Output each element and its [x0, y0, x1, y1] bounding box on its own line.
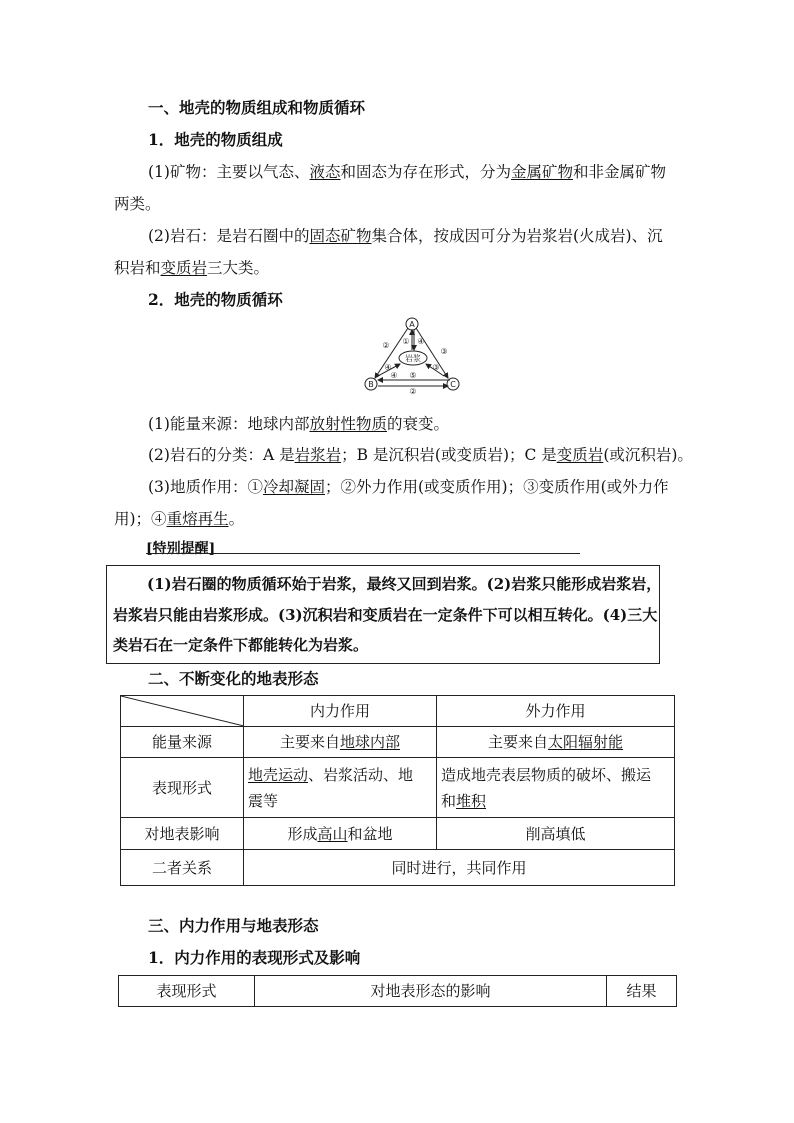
cell-key: 堆积 [456, 791, 487, 810]
cell-text: 形成 [287, 824, 318, 843]
mineral-text-c: 和非金属矿物 [573, 163, 667, 181]
tip-line-2: 岩浆岩只能由岩浆形成。(3)沉积岩和变质岩在一定条件下可以相互转化。(4)三大 [113, 606, 658, 624]
rock-text-b: 集合体，按成因可分为岩浆岩(火成岩)、沉 [371, 227, 663, 245]
header-impact: 对地表形态的影响 [255, 976, 607, 1007]
cell-text: 、岩浆活动、地 [308, 765, 414, 784]
header-external-force: 外力作用 [437, 696, 675, 727]
mineral-paragraph-line2: 两类。 [114, 195, 161, 213]
classify-paragraph [148, 443, 693, 465]
mineral-key-liquid: 液态 [309, 163, 341, 181]
tip-title: [特别提醒] [146, 541, 216, 557]
classify-text-a: (2)岩石的分类：A 是 [148, 446, 295, 464]
cell-text: 和盆地 [347, 824, 393, 843]
diagram-label-9: ② [409, 387, 417, 394]
rock-key-metamorphic: 变质岩 [160, 259, 208, 277]
cell-internal-impact [244, 818, 437, 850]
diagram-node-a: A [409, 320, 415, 329]
diagram-node-c: C [450, 380, 456, 389]
rock-text-d: 三大类。 [207, 259, 270, 277]
subheading-cycle: 2．地壳的物质循环 [148, 290, 283, 309]
mineral-paragraph [148, 160, 666, 182]
energy-text-a: (1)能量来源：地球内部 [148, 415, 310, 433]
rock-paragraph-line2 [114, 256, 269, 278]
tip-box [106, 565, 660, 664]
table-row [121, 727, 675, 758]
row-label-impact: 对地表影响 [121, 818, 244, 850]
geo-key-remelting: 重熔再生 [166, 510, 229, 528]
row-label-relation: 二者关系 [121, 850, 244, 886]
cell-key: 地球内部 [340, 733, 401, 751]
geo-key-cooling: 冷却凝固 [262, 478, 325, 496]
row-label-energy: 能量来源 [121, 727, 244, 758]
subheading-composition: 1．地壳的物质组成 [148, 130, 283, 149]
classify-key-igneous: 岩浆岩 [294, 446, 342, 464]
rock-paragraph [148, 224, 663, 246]
internal-forms-table [118, 975, 677, 1007]
geo-paragraph [148, 475, 669, 497]
diagram-label-7: ④ [390, 371, 398, 380]
rock-text-c: 积岩和 [114, 259, 161, 277]
cell-internal-energy [244, 727, 437, 758]
cell-text: 主要来自 [487, 733, 548, 751]
table-header-row [119, 976, 677, 1007]
table-header-row [121, 696, 675, 727]
diagram-label-6: ③ [432, 363, 440, 372]
tip-line-1: (1)岩石圈的物质循环始于岩浆，最终又回到岩浆。(2)岩浆只能形成岩浆岩， [147, 575, 662, 593]
diagram-label-4: ③ [440, 347, 448, 356]
table-row [121, 818, 675, 850]
diagram-label-5: ④ [384, 363, 392, 372]
cell-key: 太阳辐射能 [548, 733, 624, 751]
mineral-key-metal: 金属矿物 [511, 163, 574, 181]
section3-heading: 三、内力作用与地表形态 [148, 916, 319, 935]
geo-text-d: 。 [228, 510, 245, 528]
mineral-text-a: (1)矿物：主要以气态、 [148, 163, 310, 181]
diagram-label-3: ④ [417, 337, 425, 346]
row-label-forms: 表现形式 [121, 758, 244, 818]
cell-relation: 同时进行，共同作用 [244, 850, 675, 886]
header-internal-force: 内力作用 [244, 696, 437, 727]
table-corner-cell [121, 696, 244, 727]
diagram-label-1: ② [382, 341, 390, 350]
geo-paragraph-line2 [114, 507, 244, 529]
cell-text: 主要来自 [279, 733, 340, 751]
cell-external-energy [437, 727, 675, 758]
energy-text-b: 的衰变。 [386, 415, 449, 433]
cell-key: 地壳运动 [248, 765, 309, 784]
diagram-center-magma: 岩浆 [405, 354, 421, 363]
diagonal-line [121, 696, 244, 726]
energy-paragraph [148, 412, 449, 434]
rock-text-a: (2)岩石：是岩石圈中的 [148, 227, 310, 245]
cell-external-forms [437, 758, 675, 818]
subheading-internal-forms: 1．内力作用的表现形式及影响 [148, 948, 361, 967]
tip-line-3: 类岩石在一定条件下都能转化为岩浆。 [113, 636, 369, 654]
rock-key-solid: 固态矿物 [309, 227, 372, 245]
energy-key-radioactive: 放射性物质 [309, 415, 387, 433]
classify-text-b: ；B 是沉积岩(或变质岩)；C 是 [341, 446, 557, 464]
geo-text-b: ；②外力作用(或变质作用)；③变质作用(或外力作 [324, 478, 669, 496]
geo-text-a: (3)地质作用：① [148, 478, 263, 496]
cell-key: 高山 [317, 824, 348, 843]
cell-internal-forms [244, 758, 437, 818]
header-result: 结果 [607, 976, 677, 1007]
cell-text: 和 [441, 791, 457, 810]
section1-heading: 一、地壳的物质组成和物质循环 [148, 98, 366, 117]
rock-cycle-diagram [356, 314, 468, 394]
classify-key-metamorphic: 变质岩 [556, 446, 604, 464]
table-row [121, 758, 675, 818]
diagram-label-2: ① [402, 337, 410, 346]
mineral-text-b: 和固态为存在形式，分为 [340, 163, 511, 181]
cell-text: 造成地壳表层物质的破坏、搬运 [441, 765, 652, 784]
diagram-label-8: ⑤ [409, 371, 417, 380]
table-row [121, 850, 675, 886]
geo-text-c: 用)；④ [114, 510, 167, 528]
diagram-node-b: B [368, 380, 374, 389]
section2-heading: 二、不断变化的地表形态 [148, 669, 319, 688]
classify-text-c: (或沉积岩)。 [603, 446, 693, 464]
cell-external-impact: 削高填低 [437, 818, 675, 850]
forces-table [120, 695, 675, 886]
cell-text: 震等 [248, 791, 279, 810]
header-forms: 表现形式 [119, 976, 255, 1007]
tip-title-rule [146, 553, 580, 554]
